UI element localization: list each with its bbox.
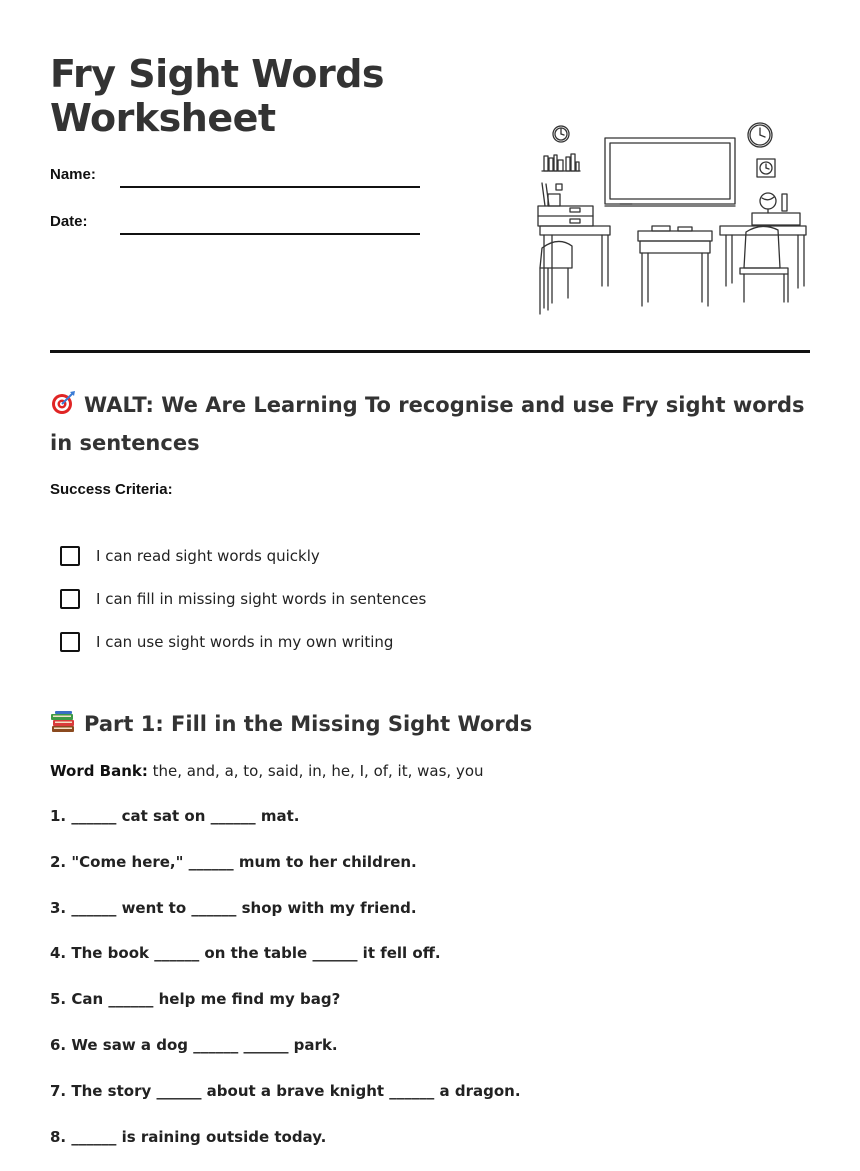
desk-icon (540, 226, 610, 314)
criteria-item (60, 545, 426, 588)
criteria-checkbox[interactable] (60, 589, 80, 609)
criteria-text: I can use sight words in my own writing (96, 633, 394, 651)
question-item: 4. The book ______ on the table ______ it fell off. (50, 944, 441, 963)
question-item: 8. ______ is raining outside today. (50, 1127, 327, 1146)
part-1-heading (50, 705, 532, 743)
name-line[interactable] (120, 186, 420, 188)
criteria-checkbox[interactable] (60, 632, 80, 652)
questions-list (50, 805, 521, 1171)
title-line-1: Fry Sight Words (50, 52, 385, 96)
walt-heading (50, 386, 810, 462)
word-bank (50, 760, 484, 782)
criteria-text: I can fill in missing sight words in sentences (96, 590, 427, 608)
desk-icon (638, 226, 712, 306)
date-field[interactable] (50, 213, 420, 237)
question-item: 7. The story ______ about a brave knight ______ a dragon. (50, 1081, 521, 1100)
date-label: Date: (50, 213, 88, 230)
question-item: 2. "Come here," ______ mum to her children. (50, 852, 417, 871)
question-item: 6. We saw a dog ______ ______ park. (50, 1035, 338, 1054)
question-item: 3. ______ went to ______ shop with my friend. (50, 898, 417, 917)
question-item: 1. ______ cat sat on ______ mat. (50, 807, 300, 825)
name-label: Name: (50, 166, 96, 183)
date-line[interactable] (120, 233, 420, 235)
desk-icon (720, 226, 806, 302)
question-item: 5. Can ______ help me find my bag? (50, 990, 341, 1009)
clock-icon (748, 123, 772, 147)
whiteboard-icon (605, 138, 735, 206)
classroom-illustration (530, 118, 810, 318)
name-field[interactable] (50, 166, 420, 190)
section-divider (50, 350, 810, 353)
globe-icon (752, 193, 800, 225)
clock-icon (757, 159, 775, 177)
cabinet-icon (538, 183, 593, 226)
criteria-text: I can read sight words quickly (96, 547, 320, 565)
bookshelf-icon (542, 154, 580, 171)
part-1-heading-text: Part 1: Fill in the Missing Sight Words (84, 712, 533, 736)
word-bank-label: Word Bank: (50, 762, 148, 780)
clock-icon (553, 126, 569, 142)
success-criteria-list (60, 545, 426, 674)
title-line-2: Worksheet (50, 96, 276, 140)
criteria-item (60, 588, 426, 631)
success-criteria-label: Success Criteria: (50, 481, 173, 498)
target-icon (50, 390, 76, 416)
walt-text: WALT: We Are Learning To recognise and use Fry sight words in sentences (50, 393, 805, 455)
word-bank-words: the, and, a, to, said, in, he, I, of, it, was, you (147, 762, 484, 780)
criteria-checkbox[interactable] (60, 546, 80, 566)
worksheet-title (50, 52, 384, 140)
books-icon (50, 709, 76, 735)
criteria-item (60, 631, 426, 674)
